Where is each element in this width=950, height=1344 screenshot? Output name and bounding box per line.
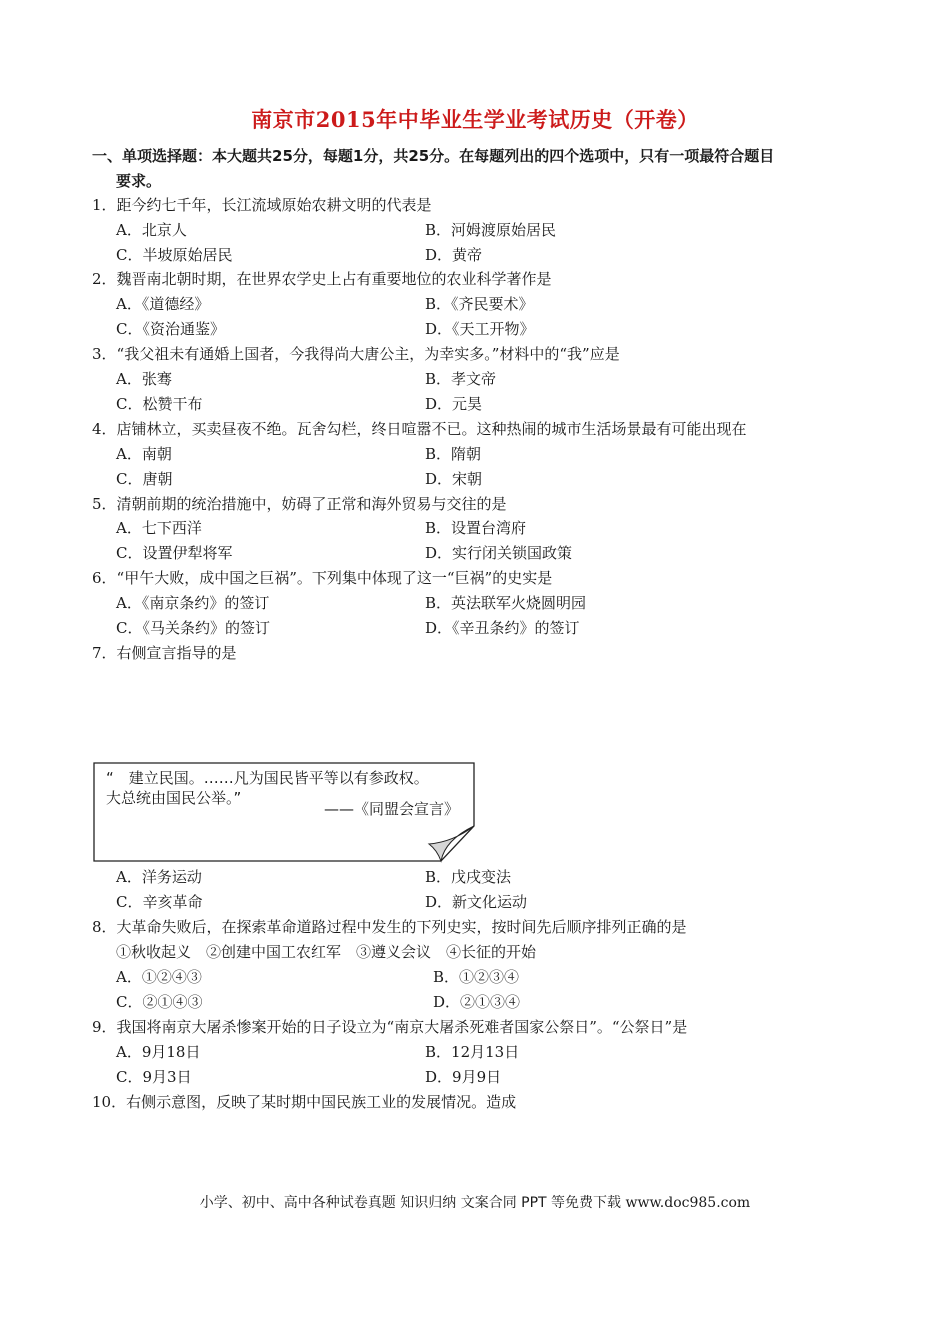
- question-2-option-c: C．《资治通鉴》: [116, 320, 225, 338]
- question-9-option-d: D．9月9日: [425, 1068, 502, 1086]
- question-4-option-c: C．唐朝: [116, 470, 173, 488]
- question-3-option-d: D．元昊: [425, 395, 483, 413]
- question-2-stem: 2．魏晋南北朝时期，在世界农学史上占有重要地位的农业科学著作是: [92, 270, 552, 288]
- question-5-option-a: A．七下西洋: [116, 519, 202, 537]
- question-5-option-b: B．设置台湾府: [425, 519, 527, 537]
- question-3-option-a: A．张骞: [116, 370, 172, 388]
- question-5-option-d: D．实行闭关锁国政策: [425, 544, 573, 562]
- question-10-stem: 10．右侧示意图，反映了某时期中国民族工业的发展情况。造成: [92, 1093, 517, 1111]
- question-1-option-c: C．半坡原始居民: [116, 246, 233, 264]
- question-8-events: ①秋收起义 ②创建中国工农红军 ③遵义会议 ④长征的开始: [116, 943, 537, 961]
- question-9-stem: 9．我国将南京大屠杀惨案开始的日子设立为“南京大屠杀死难者国家公祭日”。“公祭日”是: [92, 1018, 688, 1036]
- question-6-stem: 6．“甲午大败，成中国之巨祸”。下列集中体现了这一“巨祸”的史实是: [92, 569, 553, 587]
- question-2-option-a: A．《道德经》: [116, 295, 210, 313]
- question-7-option-a: A．洋务运动: [116, 868, 202, 886]
- question-9-option-b: B．12月13日: [425, 1043, 520, 1061]
- question-5-stem: 5．清朝前期的统治措施中，妨碍了正常和海外贸易与交往的是: [92, 495, 507, 513]
- question-4-option-d: D．宋朝: [425, 470, 483, 488]
- question-6-option-a: A．《南京条约》的签订: [116, 594, 270, 612]
- question-8-option-c: C．②①④③: [116, 993, 203, 1011]
- question-6-option-b: B．英法联军火烧圆明园: [425, 594, 587, 612]
- page-footer: [0, 1192, 950, 1212]
- declaration-quote-box: [93, 762, 475, 861]
- question-9-option-a: A．9月18日: [116, 1043, 201, 1061]
- question-1-option-b: B．河姆渡原始居民: [425, 221, 557, 239]
- quote-source: ——《同盟会宣言》: [323, 800, 459, 818]
- section-heading-line2: 要求。: [116, 172, 162, 190]
- question-4-option-a: A．南朝: [116, 445, 172, 463]
- question-5-option-c: C．设置伊犁将军: [116, 544, 233, 562]
- question-2-option-d: D．《天工开物》: [425, 320, 535, 338]
- question-8-option-d: D．②①③④: [433, 993, 521, 1011]
- question-7-option-c: C．辛亥革命: [116, 893, 203, 911]
- question-3-stem: 3．“我父祖未有通婚上国者，今我得尚大唐公主，为幸实多。”材料中的“我”应是: [92, 345, 620, 363]
- section-heading-line1: 一、单项选择题：本大题共25分，每题1分，共25分。在每题列出的四个选项中，只有一项最符合题目: [92, 147, 775, 165]
- question-9-option-c: C．9月3日: [116, 1068, 192, 1086]
- question-4-option-b: B．隋朝: [425, 445, 482, 463]
- quote-line-2: 大总统由国民公举。”: [106, 789, 242, 807]
- question-7-option-d: D．新文化运动: [425, 893, 528, 911]
- question-8-option-b: B．①②③④: [433, 968, 520, 986]
- question-2-option-b: B．《齐民要术》: [425, 295, 534, 313]
- question-6-option-c: C．《马关条约》的签订: [116, 619, 270, 637]
- question-6-option-d: D．《辛丑条约》的签订: [425, 619, 580, 637]
- page-title: 南京市2015年中毕业生学业考试历史（开卷）: [251, 107, 699, 132]
- question-1-stem: 1．距今约七千年，长江流域原始农耕文明的代表是: [92, 196, 432, 214]
- question-7-stem: 7．右侧宣言指导的是: [92, 644, 237, 662]
- question-3-option-b: B．孝文帝: [425, 370, 497, 388]
- question-1-option-d: D．黄帝: [425, 246, 483, 264]
- quote-line-1: “ 建立民国。……凡为国民皆平等以有参政权。: [106, 769, 429, 787]
- question-3-option-c: C．松赞干布: [116, 395, 203, 413]
- question-4-stem: 4．店铺林立，买卖昼夜不绝。瓦舍勾栏，终日喧嚣不已。这种热闹的城市生活场景最有可能出现在: [92, 420, 747, 438]
- footer-link[interactable]: www.doc985.com: [625, 1195, 751, 1211]
- question-1-option-a: A．北京人: [116, 221, 187, 239]
- question-8-option-a: A．①②④③: [116, 968, 202, 986]
- section-heading: [92, 144, 872, 194]
- footer-text: 小学、初中、高中各种试卷真题 知识归纳 文案合同 PPT 等免费下载: [199, 1195, 622, 1211]
- question-8-stem: 8．大革命失败后，在探索革命道路过程中发生的下列史实，按时间先后顺序排列正确的是: [92, 918, 687, 936]
- question-7-option-b: B．戊戌变法: [425, 868, 512, 886]
